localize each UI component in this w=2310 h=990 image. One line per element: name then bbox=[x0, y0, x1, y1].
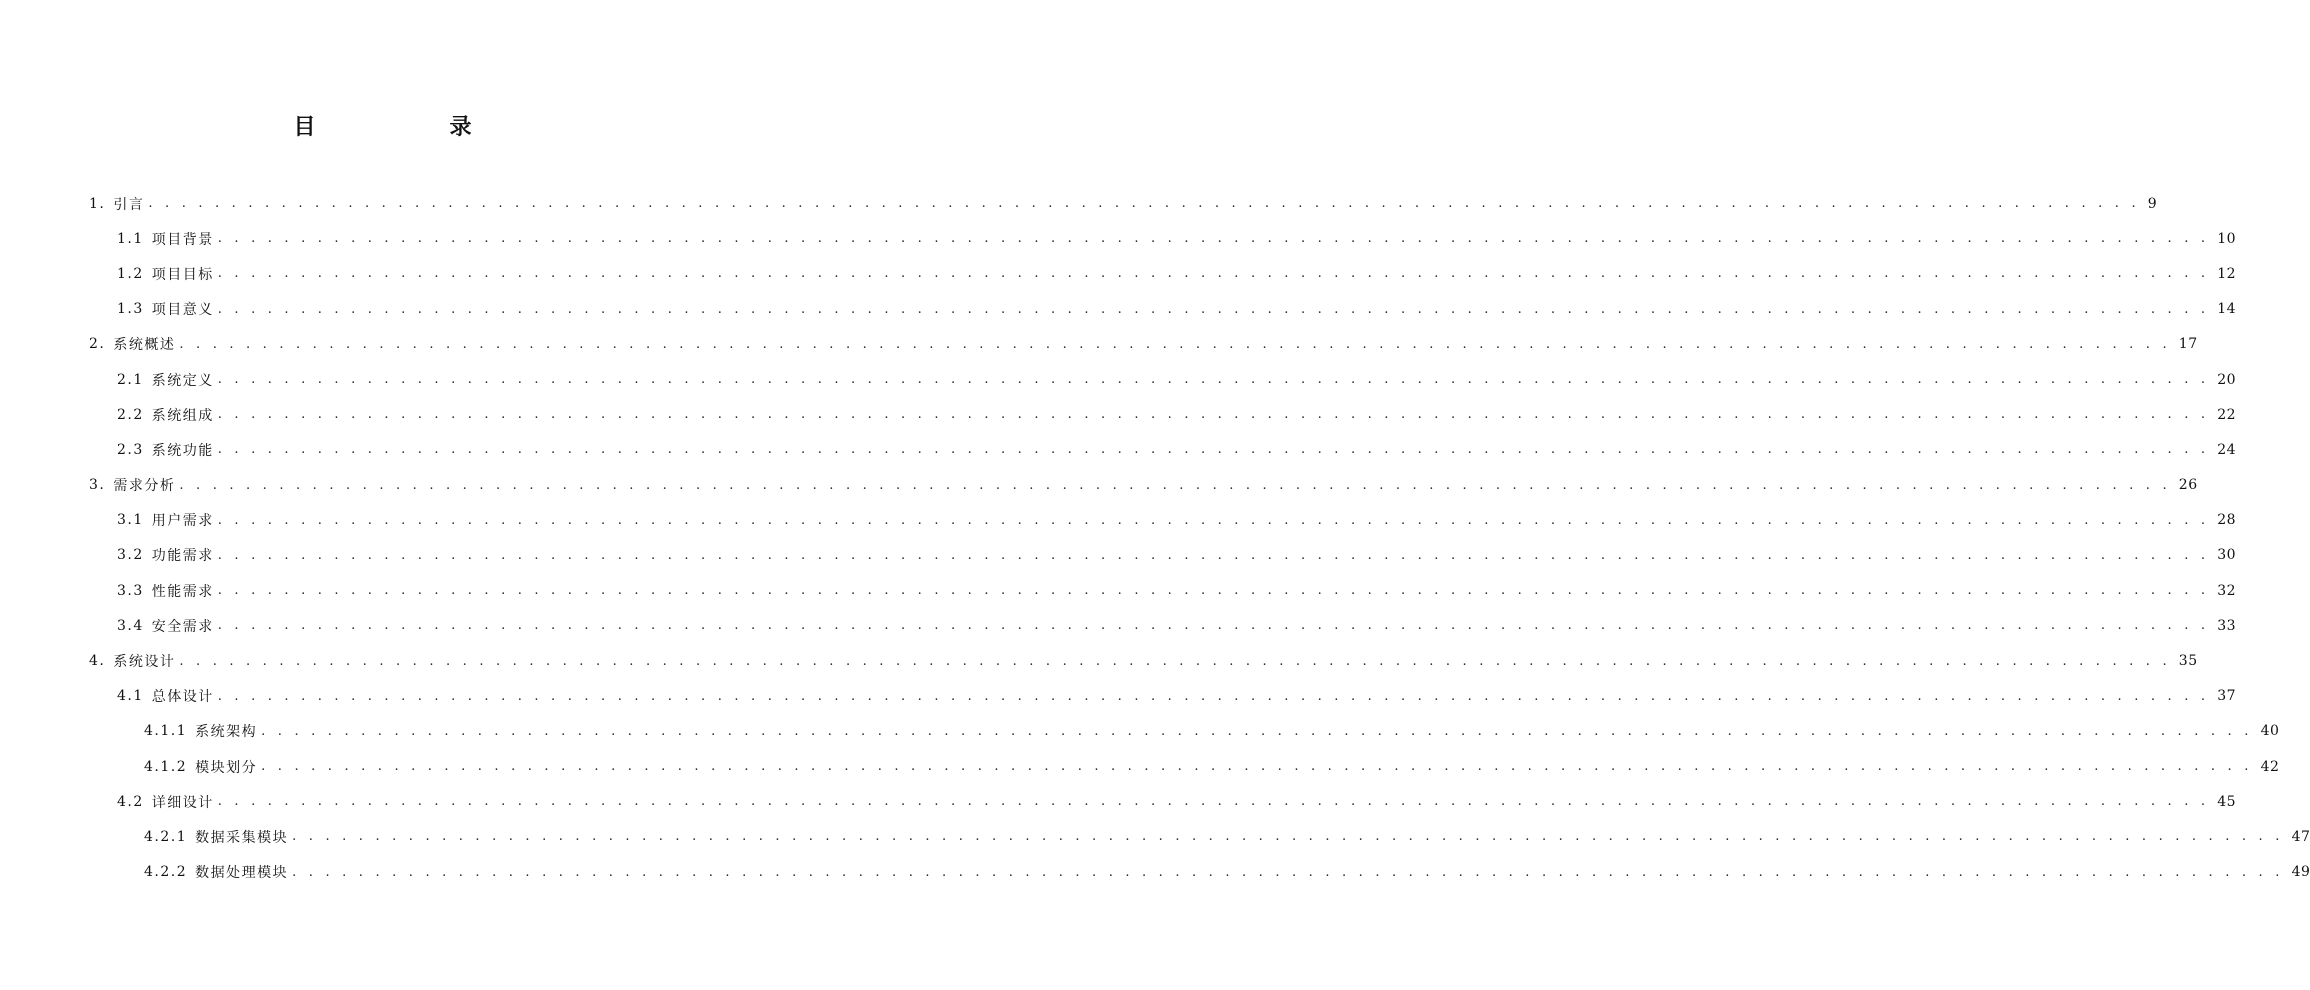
toc-entry[interactable] bbox=[0, 819, 2310, 854]
toc-entry-number: 3.1 bbox=[117, 512, 144, 529]
toc-entry-label: 详细设计 bbox=[151, 794, 214, 811]
toc-entry-page-number: 30 bbox=[2217, 547, 2237, 564]
toc-entry-label: 用户需求 bbox=[151, 513, 214, 530]
toc-entry-label: 系统概述 bbox=[113, 337, 176, 354]
dot-leader: . . . . . . . . . . . . . . . . . . . . . . . . . . . . . . . . . . . . . . . . . . . . . . . . . . . . . . . . . . . . . . . . . . . . . . . . . . . . . . . . . . . . . . . . . . . . . . . . . . . . . . . . . . . . . . . . . . . . . . . . bbox=[217, 231, 2210, 247]
dot-leader: . . . . . . . . . . . . . . . . . . . . . . . . . . . . . . . . . . . . . . . . . . . . . . . . . . . . . . . . . . . . . . . . . . . . . . . . . . . . . . . . . . . . . . . . . . . . . . . . . . . . . . . . . . . . . . . . . . . . . . . . bbox=[179, 653, 2171, 669]
toc-entry-page-number: 14 bbox=[2217, 301, 2237, 318]
toc-entry-label: 模块划分 bbox=[195, 759, 258, 776]
toc-entry[interactable] bbox=[0, 503, 2237, 538]
toc-entry-label: 性能需求 bbox=[151, 583, 214, 600]
toc-entry[interactable] bbox=[0, 221, 2237, 256]
toc-entry-page-number: 45 bbox=[2217, 793, 2237, 810]
toc-entry-page-number: 26 bbox=[2178, 477, 2198, 494]
toc-entry-label: 系统定义 bbox=[151, 372, 214, 389]
toc-entry-number: 4. bbox=[89, 653, 106, 670]
toc-entry-page-number: 40 bbox=[2260, 723, 2280, 740]
toc-entry-number: 3.3 bbox=[117, 582, 144, 599]
dot-leader: . . . . . . . . . . . . . . . . . . . . . . . . . . . . . . . . . . . . . . . . . . . . . . . . . . . . . . . . . . . . . . . . . . . . . . . . . . . . . . . . . . . . . . . . . . . . . . . . . . . . . . . . . . . . . . . . . . . . . . . . bbox=[217, 301, 2210, 317]
toc-list bbox=[0, 186, 2310, 890]
dot-leader: . . . . . . . . . . . . . . . . . . . . . . . . . . . . . . . . . . . . . . . . . . . . . . . . . . . . . . . . . . . . . . . . . . . . . . . . . . . . . . . . . . . . . . . . . . . . . . . . . . . . . . . . . . . . . . . . . . . . . . . . bbox=[179, 477, 2171, 493]
toc-entry[interactable] bbox=[0, 292, 2237, 327]
toc-entry-page-number: 9 bbox=[2147, 195, 2158, 212]
toc-entry-number: 3.4 bbox=[117, 617, 144, 634]
toc-entry-number: 4.1.1 bbox=[144, 723, 188, 740]
dot-leader: . . . . . . . . . . . . . . . . . . . . . . . . . . . . . . . . . . . . . . . . . . . . . . . . . . . . . . . . . . . . . . . . . . . . . . . . . . . . . . . . . . . . . . . . . . . . . . . . . . . . . . . . . . . . . . . . . . . . . . . . bbox=[148, 196, 2140, 212]
toc-entry-number: 1.3 bbox=[117, 301, 144, 318]
toc-entry[interactable] bbox=[0, 855, 2310, 890]
dot-leader: . . . . . . . . . . . . . . . . . . . . . . . . . . . . . . . . . . . . . . . . . . . . . . . . . . . . . . . . . . . . . . . . . . . . . . . . . . . . . . . . . . . . . . . . . . . . . . . . . . . . . . . . . . . . . . . . . . . . . . . . bbox=[292, 864, 2284, 880]
toc-entry-page-number: 32 bbox=[2217, 582, 2237, 599]
dot-leader: . . . . . . . . . . . . . . . . . . . . . . . . . . . . . . . . . . . . . . . . . . . . . . . . . . . . . . . . . . . . . . . . . . . . . . . . . . . . . . . . . . . . . . . . . . . . . . . . . . . . . . . . . . . . . . . . . . . . . . . . bbox=[292, 829, 2284, 845]
toc-entry-number: 1.2 bbox=[117, 265, 144, 282]
toc-entry-label: 系统设计 bbox=[113, 654, 176, 671]
toc-entry-page-number: 12 bbox=[2217, 265, 2237, 282]
toc-entry-page-number: 47 bbox=[2291, 828, 2310, 845]
toc-entry-label: 项目背景 bbox=[151, 231, 214, 248]
toc-entry-label: 数据采集模块 bbox=[195, 829, 289, 846]
toc-entry-page-number: 22 bbox=[2217, 406, 2237, 423]
toc-entry-page-number: 35 bbox=[2178, 653, 2198, 670]
dot-leader: . . . . . . . . . . . . . . . . . . . . . . . . . . . . . . . . . . . . . . . . . . . . . . . . . . . . . . . . . . . . . . . . . . . . . . . . . . . . . . . . . . . . . . . . . . . . . . . . . . . . . . . . . . . . . . . . . . . . . . . . bbox=[217, 618, 2210, 634]
toc-entry-number: 4.2.2 bbox=[144, 864, 188, 881]
toc-entry[interactable] bbox=[0, 679, 2237, 714]
dot-leader: . . . . . . . . . . . . . . . . . . . . . . . . . . . . . . . . . . . . . . . . . . . . . . . . . . . . . . . . . . . . . . . . . . . . . . . . . . . . . . . . . . . . . . . . . . . . . . . . . . . . . . . . . . . . . . . . . . . . . . . . bbox=[179, 336, 2171, 352]
toc-entry-page-number: 42 bbox=[2260, 758, 2280, 775]
toc-entry[interactable] bbox=[0, 186, 2158, 221]
toc-entry-number: 1. bbox=[89, 195, 106, 212]
toc-entry-number: 2.3 bbox=[117, 441, 144, 458]
toc-entry-page-number: 49 bbox=[2291, 864, 2310, 881]
toc-entry-number: 2.2 bbox=[117, 406, 144, 423]
toc-entry-number: 4.1 bbox=[117, 688, 144, 705]
toc-entry-label: 引言 bbox=[113, 196, 145, 213]
toc-entry-label: 数据处理模块 bbox=[195, 865, 289, 882]
toc-entry[interactable] bbox=[0, 538, 2237, 573]
dot-leader: . . . . . . . . . . . . . . . . . . . . . . . . . . . . . . . . . . . . . . . . . . . . . . . . . . . . . . . . . . . . . . . . . . . . . . . . . . . . . . . . . . . . . . . . . . . . . . . . . . . . . . . . . . . . . . . . . . . . . . . . bbox=[217, 688, 2210, 704]
toc-entry-number: 4.2 bbox=[117, 793, 144, 810]
dot-leader: . . . . . . . . . . . . . . . . . . . . . . . . . . . . . . . . . . . . . . . . . . . . . . . . . . . . . . . . . . . . . . . . . . . . . . . . . . . . . . . . . . . . . . . . . . . . . . . . . . . . . . . . . . . . . . . . . . . . . . . . bbox=[217, 266, 2210, 282]
toc-entry-label: 项目意义 bbox=[151, 302, 214, 319]
toc-entry-page-number: 24 bbox=[2217, 441, 2237, 458]
toc-entry[interactable] bbox=[0, 327, 2198, 362]
dot-leader: . . . . . . . . . . . . . . . . . . . . . . . . . . . . . . . . . . . . . . . . . . . . . . . . . . . . . . . . . . . . . . . . . . . . . . . . . . . . . . . . . . . . . . . . . . . . . . . . . . . . . . . . . . . . . . . . . . . . . . . . bbox=[261, 759, 2253, 775]
toc-entry-label: 功能需求 bbox=[151, 548, 214, 565]
toc-entry-number: 4.1.2 bbox=[144, 758, 188, 775]
toc-entry-label: 安全需求 bbox=[151, 618, 214, 635]
dot-leader: . . . . . . . . . . . . . . . . . . . . . . . . . . . . . . . . . . . . . . . . . . . . . . . . . . . . . . . . . . . . . . . . . . . . . . . . . . . . . . . . . . . . . . . . . . . . . . . . . . . . . . . . . . . . . . . . . . . . . . . . bbox=[217, 512, 2210, 528]
toc-entry[interactable] bbox=[0, 362, 2237, 397]
toc-entry-page-number: 10 bbox=[2217, 230, 2237, 247]
toc-entry-page-number: 28 bbox=[2217, 512, 2237, 529]
toc-entry-label: 需求分析 bbox=[113, 478, 176, 495]
toc-entry-number: 1.1 bbox=[117, 230, 144, 247]
dot-leader: . . . . . . . . . . . . . . . . . . . . . . . . . . . . . . . . . . . . . . . . . . . . . . . . . . . . . . . . . . . . . . . . . . . . . . . . . . . . . . . . . . . . . . . . . . . . . . . . . . . . . . . . . . . . . . . . . . . . . . . . bbox=[217, 407, 2210, 423]
page-title: 目 录 bbox=[293, 115, 502, 140]
toc-entry-number: 4.2.1 bbox=[144, 828, 188, 845]
toc-entry[interactable] bbox=[0, 749, 2280, 784]
dot-leader: . . . . . . . . . . . . . . . . . . . . . . . . . . . . . . . . . . . . . . . . . . . . . . . . . . . . . . . . . . . . . . . . . . . . . . . . . . . . . . . . . . . . . . . . . . . . . . . . . . . . . . . . . . . . . . . . . . . . . . . . bbox=[261, 723, 2253, 739]
toc-entry[interactable] bbox=[0, 468, 2198, 503]
dot-leader: . . . . . . . . . . . . . . . . . . . . . . . . . . . . . . . . . . . . . . . . . . . . . . . . . . . . . . . . . . . . . . . . . . . . . . . . . . . . . . . . . . . . . . . . . . . . . . . . . . . . . . . . . . . . . . . . . . . . . . . . bbox=[217, 442, 2210, 458]
toc-entry-label: 项目目标 bbox=[151, 266, 214, 283]
toc-entry[interactable] bbox=[0, 784, 2237, 819]
toc-entry[interactable] bbox=[0, 643, 2198, 678]
dot-leader: . . . . . . . . . . . . . . . . . . . . . . . . . . . . . . . . . . . . . . . . . . . . . . . . . . . . . . . . . . . . . . . . . . . . . . . . . . . . . . . . . . . . . . . . . . . . . . . . . . . . . . . . . . . . . . . . . . . . . . . . bbox=[217, 794, 2210, 810]
dot-leader: . . . . . . . . . . . . . . . . . . . . . . . . . . . . . . . . . . . . . . . . . . . . . . . . . . . . . . . . . . . . . . . . . . . . . . . . . . . . . . . . . . . . . . . . . . . . . . . . . . . . . . . . . . . . . . . . . . . . . . . . bbox=[217, 547, 2210, 563]
toc-entry[interactable] bbox=[0, 573, 2237, 608]
toc-entry-label: 系统功能 bbox=[151, 442, 214, 459]
toc-entry-page-number: 17 bbox=[2178, 336, 2198, 353]
toc-entry[interactable] bbox=[0, 397, 2237, 432]
toc-entry-page-number: 33 bbox=[2217, 617, 2237, 634]
toc-entry[interactable] bbox=[0, 432, 2237, 467]
toc-entry-label: 总体设计 bbox=[151, 689, 214, 706]
toc-entry[interactable] bbox=[0, 608, 2237, 643]
toc-entry-page-number: 20 bbox=[2217, 371, 2237, 388]
toc-entry-number: 3. bbox=[89, 477, 106, 494]
toc-entry-label: 系统组成 bbox=[151, 407, 214, 424]
toc-entry-number: 2. bbox=[89, 336, 106, 353]
toc-entry-number: 3.2 bbox=[117, 547, 144, 564]
toc-entry-label: 系统架构 bbox=[195, 724, 258, 741]
toc-entry[interactable] bbox=[0, 256, 2237, 291]
dot-leader: . . . . . . . . . . . . . . . . . . . . . . . . . . . . . . . . . . . . . . . . . . . . . . . . . . . . . . . . . . . . . . . . . . . . . . . . . . . . . . . . . . . . . . . . . . . . . . . . . . . . . . . . . . . . . . . . . . . . . . . . bbox=[217, 372, 2210, 388]
dot-leader: . . . . . . . . . . . . . . . . . . . . . . . . . . . . . . . . . . . . . . . . . . . . . . . . . . . . . . . . . . . . . . . . . . . . . . . . . . . . . . . . . . . . . . . . . . . . . . . . . . . . . . . . . . . . . . . . . . . . . . . . bbox=[217, 583, 2210, 599]
toc-entry-page-number: 37 bbox=[2217, 688, 2237, 705]
toc-entry[interactable] bbox=[0, 714, 2280, 749]
toc-entry-number: 2.1 bbox=[117, 371, 144, 388]
